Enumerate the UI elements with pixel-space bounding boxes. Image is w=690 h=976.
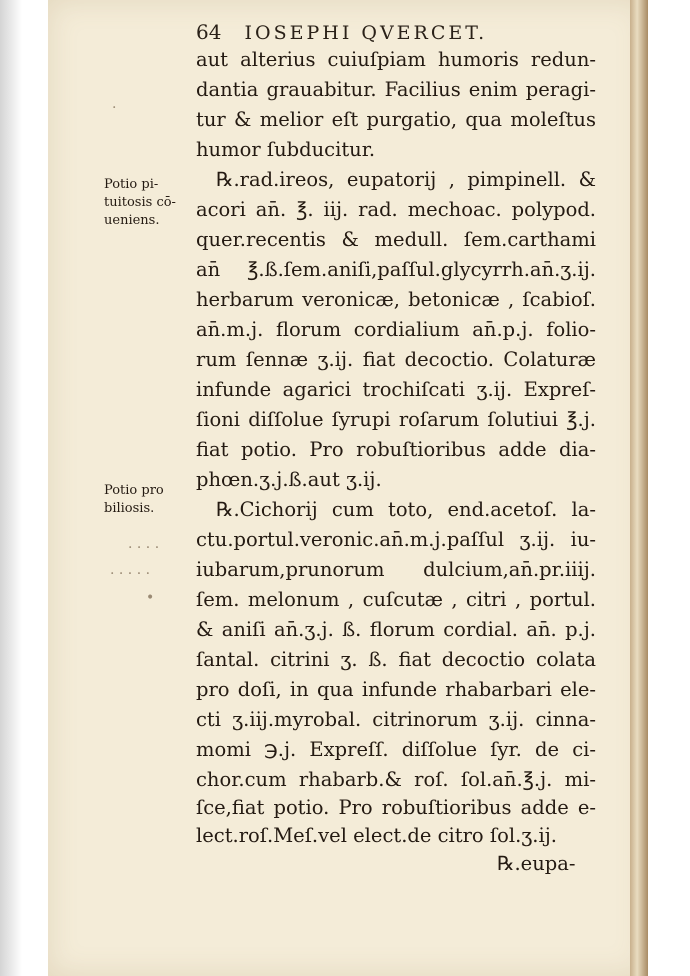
text-line: ſioni diſſolue ſyrupi roſarum ſolutiui ℥.j. [196,408,596,431]
scan-background [0,0,22,976]
running-header [196,20,487,44]
text-line: cti ʒ.iij.myrobal. citrinorum ʒ.ij. cinna- [196,708,596,731]
text-line: acori an̄. ℥. iij. rad. mechoac. polypod. [196,198,596,221]
marginal-note: tuitosis cō- [104,195,176,210]
ink-smudge: · · · · · [110,566,151,582]
text-line: chor.cum rhabarb.& roſ. ſol.an̄.℥.j. mi- [196,768,596,791]
text-line: ſantal. citrini ʒ. ß. fiat decoctio colata [196,648,596,671]
running-title: IOSEPHI QVERCET. [244,22,488,44]
text-line: herbarum veronicæ, betonicæ , ſcabioſ. [196,288,596,311]
text-line: humor ſubducitur. [196,138,376,161]
catchword: ℞.eupa- [497,852,576,875]
text-line: ctu.portul.veronic.an̄.m.j.paſſul ʒ.ij. iu- [196,528,596,551]
text-line: ſce,fiat potio. Pro robuſtioribus adde e- [196,796,596,819]
text-line: phœn.ʒ.j.ß.aut ʒ.ij. [196,468,382,491]
ink-smudge: · [112,100,117,116]
text-line: rum ſennæ ʒ.ij. fiat decoctio. Colaturæ [196,348,596,371]
text-line: an̄ ℥.ß.ſem.aniſi,paſſul.glycyrrh.an̄.ʒ.ij. [196,258,596,281]
marginal-note: ueniens. [104,213,160,228]
text-line: ℞.rad.ireos, eupatorij , pimpinell. & [216,168,596,191]
marginal-note: Potio pro [104,483,164,498]
text-line: dantia grauabitur. Facilius enim peragi- [196,78,596,101]
text-line: fiat potio. Pro robuſtioribus adde dia- [196,438,596,461]
text-line: & aniſi an̄.ʒ.j. ß. florum cordial. an̄. p.j. [196,618,596,641]
page-edge [630,0,648,976]
text-line: tur & melior eſt purgatio, qua moleſtus [196,108,596,131]
text-line: ℞.Cichorij cum toto, end.acetoſ. la- [216,498,596,521]
text-line: an̄.m.j. florum cordialium an̄.p.j. folio- [196,318,596,341]
text-line: momi ℈.j. Expreſſ. diſſolue ſyr. de ci- [196,738,596,761]
text-line: infunde agarici trochiſcati ʒ.ij. Expreſ- [196,378,596,401]
text-line: iubarum,prunorum dulcium,an̄.pr.iiij. [196,558,596,581]
text-line: ſem. melonum , cuſcutæ , citri , portul. [196,588,596,611]
text-line: aut alterius cuiuſpiam humoris redun- [196,48,596,71]
marginal-note: Potio pi- [104,177,159,192]
page-number: 64 [196,20,222,44]
text-line: quer.recentis & medull. ſem.carthami [196,228,596,251]
ink-smudge: · · · · [128,540,160,556]
marginal-note: biliosis. [104,501,155,516]
ink-smudge: • [146,590,155,606]
text-line: pro doſi, in qua infunde rhabarbari ele- [196,678,596,701]
text-line: lect.roſ.Meſ.vel elect.de citro ſol.ʒ.ij. [196,824,557,847]
